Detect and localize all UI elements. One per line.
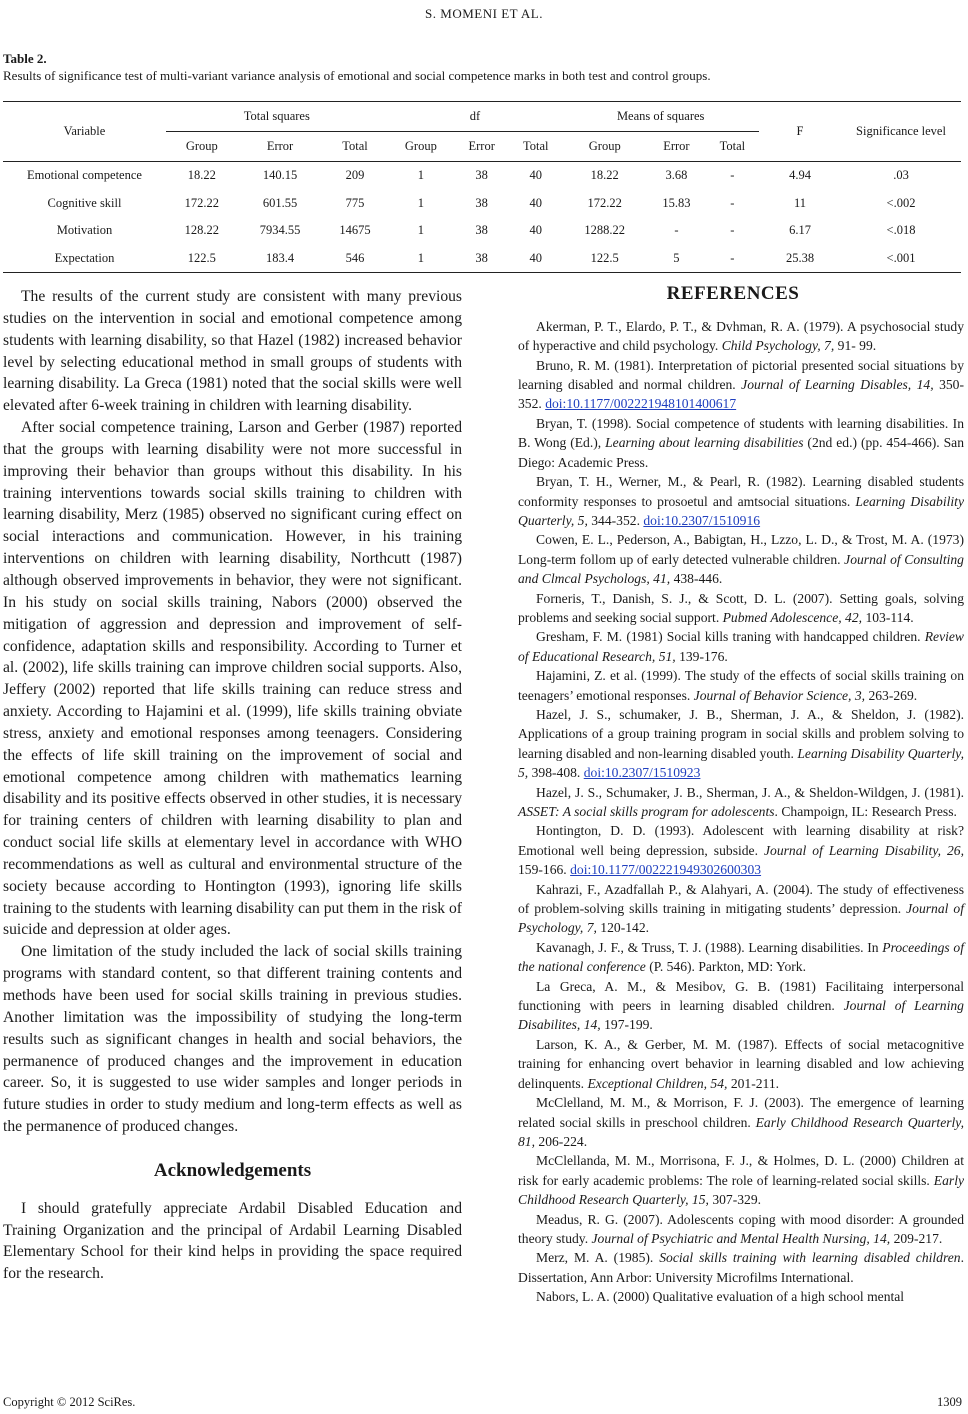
header-significance: Significance level (841, 102, 961, 162)
reference-item (502, 1248, 964, 1287)
references-column (502, 283, 964, 1307)
acknowledgements-heading: Acknowledgements (153, 1159, 312, 1181)
reference-text: 206-224. (535, 1133, 588, 1149)
reference-source: Pubmed Adolescence, 42, (722, 609, 863, 625)
header-sub-group: Group (185, 139, 218, 153)
reference-text: 91- 99. (834, 338, 877, 354)
reference-item (502, 414, 964, 472)
table-row (3, 217, 961, 245)
reference-text: 263-269. (865, 687, 918, 703)
table-cell: 546 (322, 245, 387, 273)
reference-text: Merz, M. A. (1985). (536, 1250, 660, 1266)
header-total-squares: Total squares (166, 102, 388, 132)
table-cell: 1 (417, 195, 424, 210)
reference-text: Akerman, P. T., Elardo, P. T., & Dvhman, R. A. (1979). A psychosocial study of hyperactive and child psychology. (518, 318, 964, 354)
row-variable: Expectation (3, 245, 166, 273)
reference-source: ASSET: A social skills program for adolescents (518, 804, 775, 819)
table-cell: 1 (388, 162, 455, 190)
reference-text: 438-446. (670, 571, 723, 587)
reference-item (502, 938, 964, 977)
table-row (3, 162, 961, 190)
reference-text: (P. 546). Parkton, MD: York. (645, 959, 806, 975)
reference-source: Review of Educational Research, 51, (518, 629, 964, 664)
references-heading: REFERENCES (666, 283, 800, 304)
table-cell: 25.38 (759, 245, 841, 273)
reference-text: . Dissertation, Ann Arbor: University Microfilms International. (518, 1250, 965, 1285)
table-cell: 601.55 (262, 195, 298, 210)
table-cell: <.018 (886, 223, 916, 238)
table-body (3, 162, 961, 273)
table-cell: 14675 (339, 223, 371, 238)
table-label: Table 2. (3, 51, 47, 66)
reference-text: McClellanda, M. M., Morrisona, F. J., & Holmes, D. L. (2000) Children at risk for early academic problems: The role of learning-related social skills. (518, 1153, 964, 1188)
running-head: S. MOMENI ET AL. (425, 6, 543, 21)
reference-source: Learning Disability Quarterly, 5, (518, 493, 964, 528)
table-cell: <.001 (841, 245, 961, 273)
reference-source: Journal of Learning Disability, 26, (764, 842, 964, 858)
reference-text: 120-142. (596, 920, 650, 936)
paragraph: After social competence training, Larson and Gerber (1987) reported that the groups with learning disability were not more successful in improving their behavior than groups without this disability. In his training interventions towards social skills training to children with learning disability, Merz (1985) observed no significant curing effect on social interactions and communication. However, in his training interventions on children with learning disability, Northcutt (1987) although observed improvements in behavior, they were not significant. In his study on social skills training, Nabors (2000) observed the mitigation of aggression and depression and improvement of self-confidence, adaptation skills and responsibility. According to Turner et al. (2002), life skills training can improve children social supports. Also, Jeffery (2002) reported that life skills training can reduce stress and anxiety. According to Hajamini et al. (1999), life skills training obviate stress, anxiety and emotional responses among teenagers. Considering the effects of life skill training on the improvement of social and emotional competence among children with mathematics learning disability and its positive effects observed in other studies, it is necessary for training centers of children with learning disability to plan and conduct social life skills at elementary level in accordance with WHO recommendations as well as cultural and environmental structure of the society because according to Hontington (1993), ignoring life skills training to the students with learning disability can put them in the risk of suicide and depression at older ages. (3, 419, 462, 939)
acknowledgements-text: I should gratefully appreciate Ardabil Disabled Education and Training Organization and the principal of Ardabil Learning Disabled Elementary School for their kind helps in providing the space required for the research. (3, 1199, 462, 1283)
header-sub-error: Error (266, 139, 294, 153)
table-cell: <.002 (886, 195, 916, 210)
table-cell: .03 (841, 162, 961, 190)
paragraph: The results of the current study are consistent with many previous studies on the intervention in social and emotional competence among students with learning disability, so that Hazel (1982) increased behavior level by selecting educational method in small groups of students with learning disability. La Greca (1981) noted that the social skills were well elevated after 6-week training in children with learning disability. (3, 288, 462, 415)
reference-item (502, 1210, 964, 1249)
reference-item (502, 472, 964, 530)
table-cell: 183.4 (238, 245, 323, 273)
table-cell: 1288.22 (584, 223, 626, 238)
reference-item (502, 1287, 964, 1306)
reference-text: 398-408. (528, 765, 584, 781)
reference-item (502, 1093, 964, 1151)
reference-text: 159-166. (518, 862, 571, 878)
table-cell: - (730, 195, 735, 210)
reference-text: 344-352. (587, 512, 644, 528)
table-cell: 3.68 (647, 162, 706, 190)
reference-source: Journal of Learning Disabilites, 14, (518, 998, 964, 1033)
header-sub-total: Total (719, 139, 746, 153)
reference-item (502, 1035, 964, 1093)
reference-text: Hontington, D. D. (1993). Adolescent with learning disability at risk? Emotional well being depression, subside. (518, 823, 964, 858)
table-caption (3, 50, 711, 84)
reference-item (502, 627, 964, 666)
reference-source: Journal of Psychology, 7, (518, 901, 964, 936)
table-cell: 38 (454, 162, 509, 190)
reference-text: 139-176. (675, 648, 728, 664)
table-cell: 172.22 (184, 195, 220, 210)
reference-text: Hajamini, Z. et al. (1999). The study of the effects of social skills training on teenagers’ emotional responses. (518, 668, 964, 703)
header-sub-error: Error (663, 139, 690, 153)
reference-text: McClelland, M. M., & Morrison, F. J. (2003). The emergence of learning related social skills in preschool children. (518, 1095, 964, 1130)
reference-source: Child Psychology, 7, (721, 338, 835, 354)
reference-text: Kavanagh, J. F., & Truss, T. J. (1988). Learning disabilities. In (536, 939, 883, 955)
reference-text: Kahrazi, F., Azadfallah P., & Alahyari, A. (2004). The study of effectiveness of problem-solving skills training in mitigating students’ depression. (518, 881, 964, 917)
table-cell: 1 (388, 245, 455, 273)
reference-source: Learning Disability Quarterly, 5, (518, 745, 964, 781)
header-sub-total: Total (342, 139, 368, 153)
reference-item (502, 880, 964, 938)
reference-text: Cowen, E. L., Pederson, A., Babigtan, H., Lzzo, L. D., & Trost, M. A. (1973) Long-term follom up of early detected vulnerable children. (518, 532, 964, 567)
reference-text: 307-329. (708, 1192, 762, 1208)
doi-link[interactable]: doi:10.1177/002221949302600303 (570, 862, 762, 878)
paragraph: One limitation of the study included the lack of social skills training programs with standard content, so that different training contents and methods have been used for social skills training in previous studies. Another limitation was the impossibility of studying the long-term results such as significant changes in health and social behaviors, the permanence of produced changes and the improvement in education career. So, it is suggested to use wider samples and longer periods in future studies in order to study medium and long-term effects as well as the permanence of produced changes. (3, 943, 462, 1136)
reference-text: Bryan, T. (1998). Social competence of students with learning disabilities. In B. Wong (Ed.), (518, 415, 964, 451)
table-cell: 1 (417, 223, 424, 238)
reference-source: Social skills training with learning disabled children (659, 1250, 961, 1266)
reference-text: Bryan, T. H., Werner, M., & Pearl, R. (1982). Learning disabled students conformity responses to prosoetul and amtsocial situations. (518, 474, 964, 509)
table-cell: 40 (509, 162, 562, 190)
reference-item (502, 977, 964, 1035)
reference-text: 197-199. (600, 1017, 653, 1033)
reference-text: Larson, K. A., & Gerber, M. M. (1987). Effects of social metacognitive training for enhancing overt behavior in learning disabled and low achieving delinquents. (518, 1036, 964, 1091)
reference-source: Learning about learning disabilities (605, 435, 804, 451)
table-cell: - (706, 245, 759, 273)
reference-text: 350-352. (518, 377, 964, 412)
reference-text: 103-114. (862, 609, 914, 625)
table-cell: 40 (529, 223, 543, 238)
reference-item (502, 589, 964, 628)
reference-item (502, 1151, 964, 1209)
header-df: df (388, 102, 563, 132)
reference-source: Journal of Psychiatric and Mental Health Nursing, 14, (591, 1230, 891, 1246)
reference-source: Journal of Learning Disables, 14, (741, 377, 934, 393)
table-cell: 38 (475, 195, 488, 210)
reference-item (502, 783, 964, 822)
reference-text: Gresham, F. M. (1981) Social kills traning with handcapped children. (536, 629, 925, 645)
reference-text: Meadus, R. G. (2007). Adolescents coping with mood disorder: A grounded theory study. (518, 1211, 964, 1246)
reference-text: Nabors, L. A. (2000) Qualitative evaluation of a high school mental (536, 1289, 905, 1305)
reference-text: Bruno, R. M. (1981). Interpretation of pictorial presented social situations by learning disabled and normal children. (518, 357, 964, 393)
page-number: 1309 (937, 1395, 962, 1409)
table-cell: 775 (345, 195, 365, 210)
table-cell: 172.22 (587, 195, 622, 210)
reference-source: Proceedings of the national conference (518, 939, 964, 975)
row-variable: Emotional competence (3, 162, 166, 190)
reference-text: Hazel, J. S., schumaker, J. B., Sherman, J. A., & Sheldon, J. (1982). Applications of a group training program in social skills and problem solving to learning disabled and non-learning disabled youth. (518, 706, 964, 761)
table-cell: 122.5 (562, 245, 647, 273)
table-cell: 4.94 (759, 162, 841, 190)
table-cell: - (730, 223, 735, 238)
table-cell: - (674, 223, 679, 238)
doi-link[interactable]: doi:10.2307/1510916 (643, 512, 761, 528)
table-cell: 128.22 (184, 223, 220, 238)
table-cell: 38 (475, 223, 488, 238)
reference-item (502, 530, 964, 588)
table-cell: 5 (647, 245, 706, 273)
reference-text: (2nd ed.) (pp. 454-466). San Diego: Academic Press. (518, 435, 964, 470)
header-sub-error: Error (468, 139, 495, 153)
header-sub-total: Total (523, 139, 549, 153)
table-cell: 7934.55 (259, 223, 301, 238)
results-table (3, 101, 961, 273)
table-cell: - (706, 162, 759, 190)
body-column (3, 286, 462, 1285)
reference-text: La Greca, A. M., & Mesibov, G. B. (1981) Facilitaing interpersonal functioning with peers in learning disabled children. (518, 978, 964, 1014)
footer-copyright: Copyright © 2012 SciRes. (3, 1395, 136, 1409)
table-row (3, 245, 961, 273)
table-cell: 18.22 (166, 162, 238, 190)
reference-item (502, 317, 964, 356)
header-f: F (759, 102, 841, 162)
table-cell: 40 (529, 195, 543, 210)
table-row (3, 190, 961, 218)
reference-item (502, 666, 964, 705)
table-caption-text: Results of significance test of multi-variant variance analysis of emotional and social competence marks in both test and control groups. (3, 68, 711, 83)
reference-text: Forneris, T., Danish, S. J., & Scott, D. L. (2007). Setting goals, solving problems and seeking social support. (518, 590, 964, 625)
table-cell: 122.5 (166, 245, 238, 273)
table-cell: 209 (322, 162, 387, 190)
reference-text: Hazel, J. S., Schumaker, J. B., Sherman, J. A., & Sheldon-Wildgen, J. (1981). (536, 784, 964, 800)
reference-source: Journal of Consulting and Clmcal Psychologs, 41, (518, 551, 964, 587)
row-variable: Motivation (56, 223, 113, 238)
reference-item (502, 705, 964, 783)
table-cell: 6.17 (789, 223, 811, 238)
table-cell: 18.22 (562, 162, 647, 190)
reference-text: 209-217. (890, 1230, 943, 1246)
reference-source: Early Childhood Research Quarterly, 81, (518, 1114, 964, 1149)
table-cell: 40 (509, 245, 562, 273)
reference-source: Exceptional Children, 54, (587, 1075, 728, 1091)
reference-item (502, 356, 964, 414)
table-cell: 140.15 (238, 162, 323, 190)
table-cell: 38 (454, 245, 509, 273)
reference-text: . Champoign, IL: Research Press. (774, 804, 957, 819)
table-cell: 11 (793, 195, 807, 210)
reference-list (502, 317, 964, 1307)
header-sub-group: Group (588, 139, 621, 153)
header-variable: Variable (3, 102, 166, 162)
doi-link[interactable]: doi:10.2307/1510923 (583, 765, 701, 781)
row-variable: Cognitive skill (47, 195, 122, 210)
reference-source: Journal of Behavior Science, 3, (693, 687, 866, 703)
header-means-of-squares: Means of squares (562, 102, 759, 132)
table-cell: 15.83 (662, 195, 691, 210)
doi-link[interactable]: doi:10.1177/002221948101400617 (545, 396, 737, 412)
reference-item (502, 821, 964, 879)
header-sub-group: Group (404, 139, 437, 153)
reference-source: Early Childhood Research Quarterly, 15, (518, 1172, 964, 1208)
reference-text: 201-211. (727, 1075, 780, 1091)
